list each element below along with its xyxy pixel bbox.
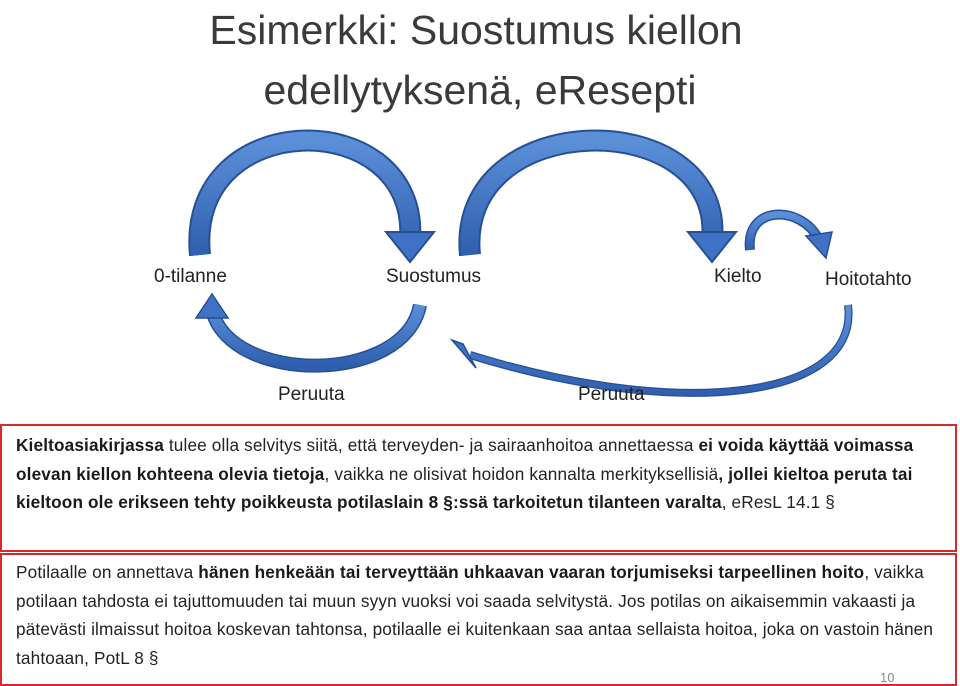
box2-part-3: , vaikka potilaan tahdosta ei tajuttomuuden tai muun syyn vuoksi voi saada selvitystä. Jos potilas on aikaisemmin vakaasti ja pätevästi ilmaissut hoitoa koskevan tahtonsa, potilaalle ei kuitenkaan saa antaa sellaista hoitoa, joka on vastoin hänen tahtoaan, PotL 8 § [16,562,934,668]
emergency-care-textbox [0,553,957,686]
stage-kielto: Kielto [714,266,762,287]
box1-part-3: ei voida käyttää voimassa olevan kiellon kohteena olevia tietoja [16,435,914,484]
stage-suostumus: Suostumus [386,266,482,287]
slide-title-line-1: Esimerkki: Suostumus kiellon [209,7,743,53]
revoke-label-1: Peruuta [278,384,345,405]
arrow-to-suostumus [199,141,434,262]
box2-part-1: Potilaalle on annettava [16,562,199,582]
box2-part-2: hänen henkeään tai terveyttään uhkaavan vaaran torjumiseksi tarpeellinen hoito [198,562,865,582]
box1-part-2: tulee olla selvitys siitä, että terveyden- ja sairaanhoitoa annettaessa [163,435,699,455]
box1-part-1: Kieltoasiakirjassa [16,435,164,455]
page-number: 10 [880,670,895,685]
revoke-arrow-2 [452,305,849,393]
box1-part-4: , vaikka ne olisivat hoidon kannalta merkityksellisiä [324,463,719,484]
box1-part-6: , eResL 14.1 § [721,492,835,512]
box1-part-5: , jollei kieltoa peruta tai kieltoon ole erikseen tehty poikkeusta potilaslain 8 §:ssä tarkoitetun tilanteen varalta [16,463,913,512]
stage-0-tilanne: 0-tilanne [154,266,227,287]
revoke-arrow-1 [196,294,420,366]
arrow-to-kielto [469,141,736,262]
stage-hoitotahto: Hoitotahto [825,269,912,290]
revoke-label-2: Peruuta [578,384,645,405]
slide-title-line-2: edellytyksenä, eResepti [263,67,697,113]
consent-prohibition-textbox [0,424,957,552]
arrow-to-hoitotahto [750,215,832,258]
